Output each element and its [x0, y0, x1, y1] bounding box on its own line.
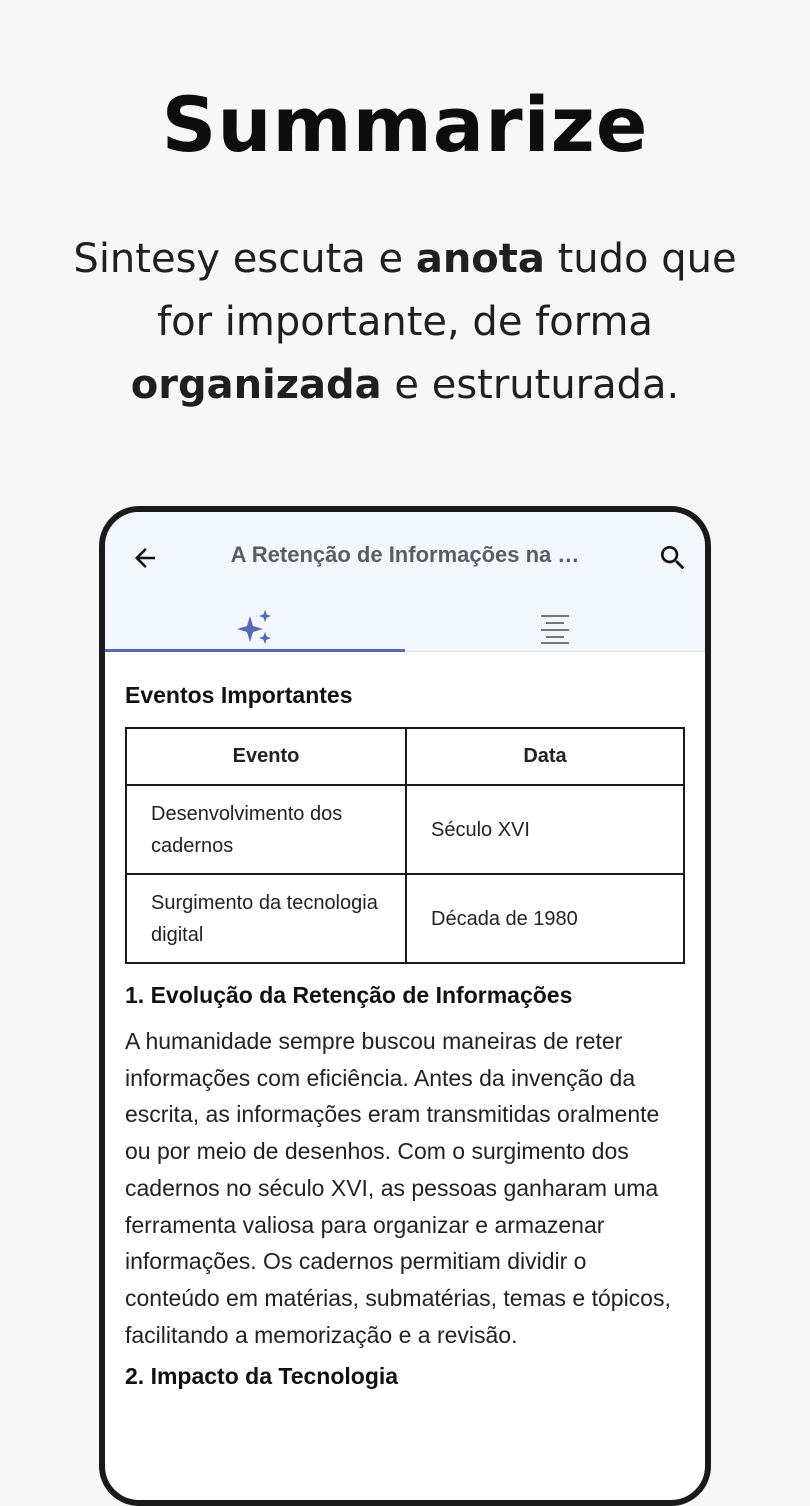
- summary-content: [125, 682, 685, 1404]
- table-cell: Desenvolvimento dos cadernos: [126, 785, 406, 874]
- back-button[interactable]: [125, 538, 165, 578]
- app-bar: [105, 512, 705, 652]
- events-table: [125, 727, 685, 964]
- table-cell: Surgimento da tecnologia digital: [126, 874, 406, 963]
- tab-transcript[interactable]: [405, 604, 705, 652]
- subtitle-text: tudo que for importante, de forma: [157, 236, 737, 345]
- subtitle-emphasis: organizada: [130, 362, 382, 408]
- table-header-event: Evento: [126, 728, 406, 785]
- table-row: [126, 785, 684, 874]
- section-heading: 2. Impacto da Tecnologia: [125, 1363, 399, 1390]
- table-cell: Década de 1980: [406, 874, 684, 963]
- section-heading: 1. Evolução da Retenção de Informações: [125, 982, 573, 1008]
- subtitle-text: Sintesy escuta e: [73, 236, 416, 282]
- table-cell: Século XVI: [406, 785, 684, 874]
- hero-subtitle: [40, 228, 770, 417]
- tab-indicator: [105, 649, 405, 652]
- search-button[interactable]: [653, 538, 693, 578]
- table-row: [126, 874, 684, 963]
- events-heading: Eventos Importantes: [125, 682, 353, 708]
- note-title: A Retenção de Informações na …: [230, 542, 580, 567]
- subtitle-emphasis: anota: [415, 236, 545, 282]
- subtitle-text: e estruturada.: [381, 362, 680, 408]
- phone-frame: [99, 506, 711, 1506]
- tab-summary[interactable]: [105, 604, 405, 652]
- text-align-center-icon: [539, 612, 571, 644]
- hero-title: Summarize: [161, 80, 649, 169]
- section-body: A humanidade sempre buscou maneiras de reter informações com eficiência. Antes da invenção da escrita, as informações eram transmitidas oralmente ou por meio de desenhos. Com o surgimento dos cadernos no século XVI, as pessoas ganharam uma ferramenta valiosa para organizar e armazenar informações. Os cadernos permitiam dividir o conteúdo em matérias, submatérias, temas e tópicos, facilitando a memorização e a revisão.: [125, 1028, 671, 1348]
- sparkles-icon: [235, 608, 275, 648]
- table-header-date: Data: [406, 728, 684, 785]
- arrow-back-icon: [130, 543, 160, 573]
- search-icon: [657, 542, 689, 574]
